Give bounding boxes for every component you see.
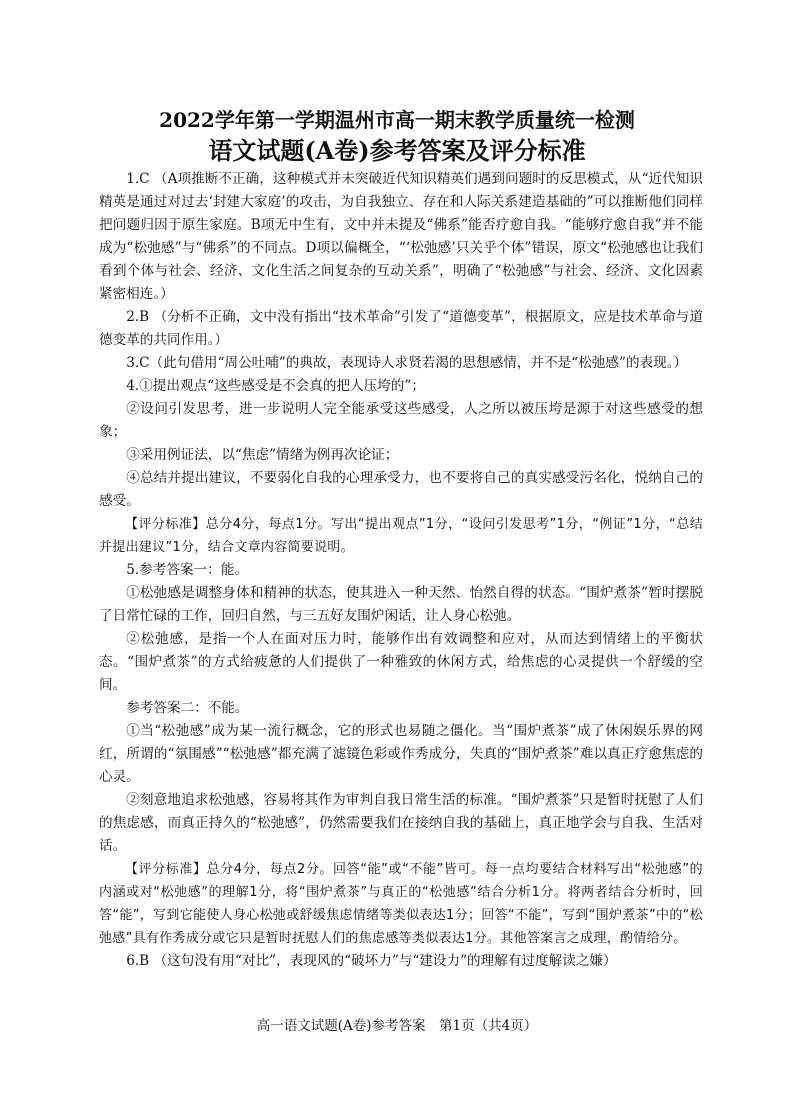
- answer-paragraph: ①松弛感是调整身体和精神的状态，使其进入一种天然、怡然自得的状态。“围炉煮茶”暂时摆脱了日常忙碌的工作，回归自然，与三五好友围炉闲话，让人身心松弛。: [99, 585, 703, 624]
- answer-paragraph: ②松弛感，是指一个人在面对压力时，能够作出有效调整和应对，从而达到情绪上的平衡状态。“围炉煮茶”的方式给疲惫的人们提供了一种雅致的休闲方式，给焦虑的心灵提供一个舒缓的空间。: [99, 631, 703, 693]
- answer-paragraph: 5.参考答案一：能。: [126, 562, 248, 578]
- document-title: 2022学年第一学期温州市高一期末教学质量统一检测: [159, 108, 635, 132]
- answer-paragraph: ④总结并提出建议，不要弱化自我的心理承受力，也不要将自己的真实感受污名化，悦纳自己的感受。: [99, 470, 703, 509]
- document-subtitle: 语文试题(A卷)参考答案及评分标准: [208, 136, 586, 165]
- answer-paragraph: 1.C （A项推断不正确，这种模式并未突破近代知识精英们遇到问题时的反思模式，从“近代知识精英是通过对过去‘封建大家庭’的攻击，为自我独立、存在和人际关系建造基础的”可以推断他们同样把问题归因于原生家庭。B项无中生有，文中并未提及“佛系”能否疗愈自我。“能够疗愈自我”并不能成为“松弛感”与“佛系”的不同点。D项以偏概全，“‘松弛感’只关乎个体”错误，原文“松弛感也让我们看到个体与社会、经济、文化生活之间复杂的互动关系”，明确了“松弛感”与社会、经济、文化因素紧密相连。）: [99, 171, 703, 302]
- answer-body: [99, 168, 703, 973]
- scoring-criteria-paragraph: 【评分标准】总分4分，每点2分。回答“能”或“不能”皆可。每一点均要结合材料写出“松弛感”的内涵或对“松弛感”的理解1分，将“围炉煮茶”与真正的“松弛感”结合分析1分。将两者结合分析时，回答“能”，写到它能使人身心松弛或舒缓焦虑情绪等类似表达1分；回答“不能”，写到“围炉煮茶”中的“松弛感”具有作秀成分或它只是暂时抚慰人们的焦虑感等类似表达1分。其他答案言之成理，酌情给分。: [99, 862, 703, 946]
- answer-paragraph: ②设问引发思考，进一步说明人完全能承受这些感受，人之所以被压垮是源于对这些感受的想象；: [99, 401, 703, 440]
- page-footer: 高一语文试题(A卷)参考答案 第1页（共4页）: [256, 1018, 538, 1034]
- answer-paragraph: 参考答案二：不能。: [126, 700, 249, 716]
- answer-paragraph: 6.B （这句没有用“对比”，表现风的“破坏力”与“建设力”的理解有过度解读之嫌）: [126, 953, 617, 969]
- answer-paragraph: ③采用例证法，以“焦虑”情绪为例再次论证；: [126, 447, 399, 463]
- answer-paragraph: 3.C（此句借用“周公吐哺”的典故，表现诗人求贤若渴的思想感情，并不是“松弛感”的表现。）: [126, 355, 688, 371]
- answer-paragraph: ②刻意地追求松弛感，容易将其作为审判自我日常生活的标准。“围炉煮茶”只是暂时抚慰了人们的焦虑感，而真正持久的“松弛感”，仍然需要我们在接纳自我的基础上，真正地学会与自我、生活对话。: [99, 792, 703, 854]
- answer-paragraph: 2.B （分析不正确，文中没有指出“技术革命”引发了“道德变革”，根据原文，应是技术革命与道德变革的共同作用。）: [99, 309, 703, 348]
- answer-paragraph: ①当“松弛感”成为某一流行概念，它的形式也易随之僵化。当“围炉煮茶”成了休闲娱乐界的网红，所谓的“氛围感”“松弛感”都充满了滤镜色彩或作秀成分，失真的“围炉煮茶”难以真正疗愈焦虑的心灵。: [99, 723, 703, 785]
- scoring-criteria-paragraph: 【评分标准】总分4分，每点1分。写出“提出观点”1分，“设问引发思考”1分，“例证”1分，“总结并提出建议”1分，结合文章内容简要说明。: [99, 517, 703, 555]
- answer-paragraph: 4.①提出观点“这些感受是不会真的把人压垮的”；: [126, 378, 425, 394]
